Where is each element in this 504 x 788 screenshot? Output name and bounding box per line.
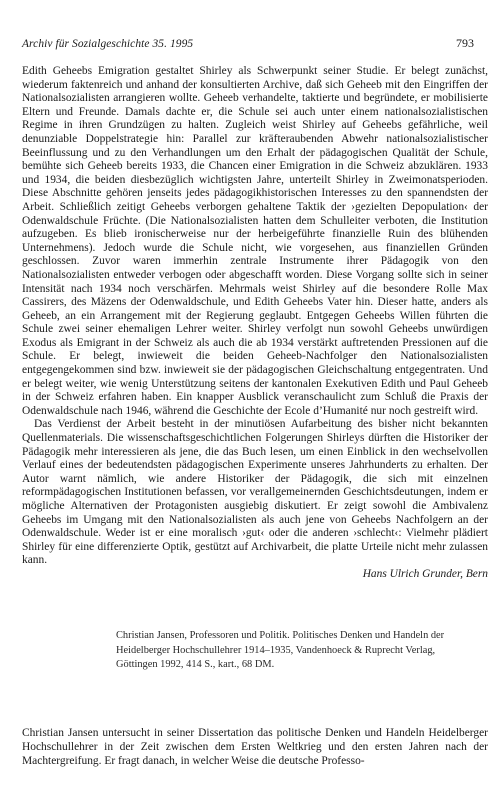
page-number: 793 bbox=[456, 36, 474, 50]
review-paragraph: Edith Geheebs Emigration gestaltet Shirley als Schwerpunkt seiner Studie. Er belegt zunächst, wiederum faktenreich und anhand der konsultierten Archive, daß sich Geheeb mit den Eingriffen der Nationalsozialisten arrangieren wollte. Geheeb verhandelte, taktierte und begründete, er mobilisierte Eltern und Freunde. Damals dachte er, die Schule sei auch unter einem nationalsozialistischen Regime in ihren Grundzügen zu halten. Zugleich weist Shirley auf Geheebs gefährliche, weil denunziable Doppelstrategie hin: Parallel zur kräfteraubenden Abwehr nationalsozialistischer Beeinflussung und zu den Verhandlungen um den Erhalt der pädagogischen Qualität der Schule, bemühte sich Geheeb bereits 1933, die Chancen einer Emigration in die Schweiz abzuklären. 1933 und 1934, die beiden diesbezüglich wichtigsten Jahre, unterteilt Shirley in Zweimonatsperioden. Diese Abschnitte gehören jenseits jedes pädagogikhistorischen Interesses zu den spannendsten der Arbeit. Schließlich zeitigt Geheebs verborgen gehaltene Taktik der ›gezielten Depopulation‹ der Odenwaldschule Früchte. (Die Nationalsozialisten hatten dem Schulleiter verboten, die Institution aufzugeben. Es blieb ironischerweise nur der herbeigeführte finanzielle Ruin des blühenden Unternehmens). Jedoch wurde die Schule nicht, wie vorgesehen, aus finanziellen Gründen geschlossen. Zuvor waren immerhin zentrale Instrumente ihrer Pädagogik von den Nationalsozialisten entweder verbogen oder abgeschafft worden. Diese Vorgang sollte sich in seiner Intensität nach 1934 noch verschärfen. Mehrmals weist Shirley auf die besondere Rolle Max Cassirers, des Mäzens der Odenwaldschule, und Edith Geheebs Vater hin. Dieser hatte, anders als Geheeb, an ein Arrangement mit der Regierung geglaubt. Entgegen Geheebs Willen führten die Schule zwei seiner ehemaligen Lehrer weiter. Shirley verfolgt nun sowohl Geheebs unwürdigen Exodus als Emigrant in der Schweiz als auch die ab 1934 verstärkt auftretenden Pressionen auf die Schule. Er belegt, inwieweit die beiden Geheeb-Nachfolger den Nationalsozialisten entgegengekommen sind bzw. inwieweit sie der pädagogischen Gleichschaltung entgegentraten. Und er belegt weiter, wie wenig Unterstützung seitens der kantonalen Exekutiven Edith und Paul Geheeb in der Schweiz erfahren haben. Ein knapper Ausblick veranschaulicht zum Schluß die Praxis der Odenwaldschule nach 1946, während die Geschichte der Ecole d’Humanité nur noch gestreift wird. bbox=[22, 65, 488, 417]
next-review-paragraph: Christian Jansen untersucht in seiner Dissertation das politische Denken und Handeln Heidelberger Hochschullehrer in der Zeit zwischen dem Ersten Weltkrieg und den ersten Jahren nach der Machtergreifung. Er fragt danach, in welcher Weise die deutsche Professo- bbox=[22, 727, 488, 767]
running-title: Archiv für Sozialgeschichte 35. 1995 bbox=[22, 38, 194, 50]
review-body bbox=[22, 65, 488, 582]
citation-line: Christian Jansen, Professoren und Politik. Politisches Denken und Handeln der bbox=[116, 630, 445, 641]
next-review-body bbox=[22, 726, 488, 768]
review-paragraph: Das Verdienst der Arbeit besteht in der minutiösen Aufarbeitung des bisher nicht bekannten Quellenmaterials. Die wissenschaftsgeschichtlichen Folgerungen Shirleys dürften die Historiker der Pädagogik mehr interessieren als jene, die das Buch lesen, um einen Einblick in den wechselvollen Verlauf eines der bedeutendsten pädagogischen Experimente unseres Jahrhunderts zu erhalten. Der Autor warnt nämlich, wie andere Historiker der Pädagogik, die sich mit einzelnen reformpädagogischen Institutionen befassen, vor verallgemeinernden Geschichtsdeutungen, indem er mögliche Alternativen der Protagonisten ausgiebig diskutiert. Er zeigt sowohl die Ambivalenz Geheebs im Umgang mit den Nationalsozialisten als auch jene von Geheebs Nachfolgern an der Odenwaldschule. Weder ist er eine moralisch ›gut‹ oder die anderen ›schlecht‹: Vielmehr plädiert Shirley für eine differenzierte Optik, gestützt auf Archivarbeit, die platte Urteile nicht mehr zulassen kann. bbox=[22, 418, 488, 567]
reviewer-signature: Hans Ulrich Grunder, Bern bbox=[362, 567, 488, 580]
citation-line: Göttingen 1992, 414 S., kart., 68 DM. bbox=[116, 659, 275, 671]
citation-line: Heidelberger Hochschullehrer 1914–1935, Vandenhoeck & Ruprecht Verlag, bbox=[116, 644, 436, 656]
book-citation bbox=[116, 629, 488, 673]
